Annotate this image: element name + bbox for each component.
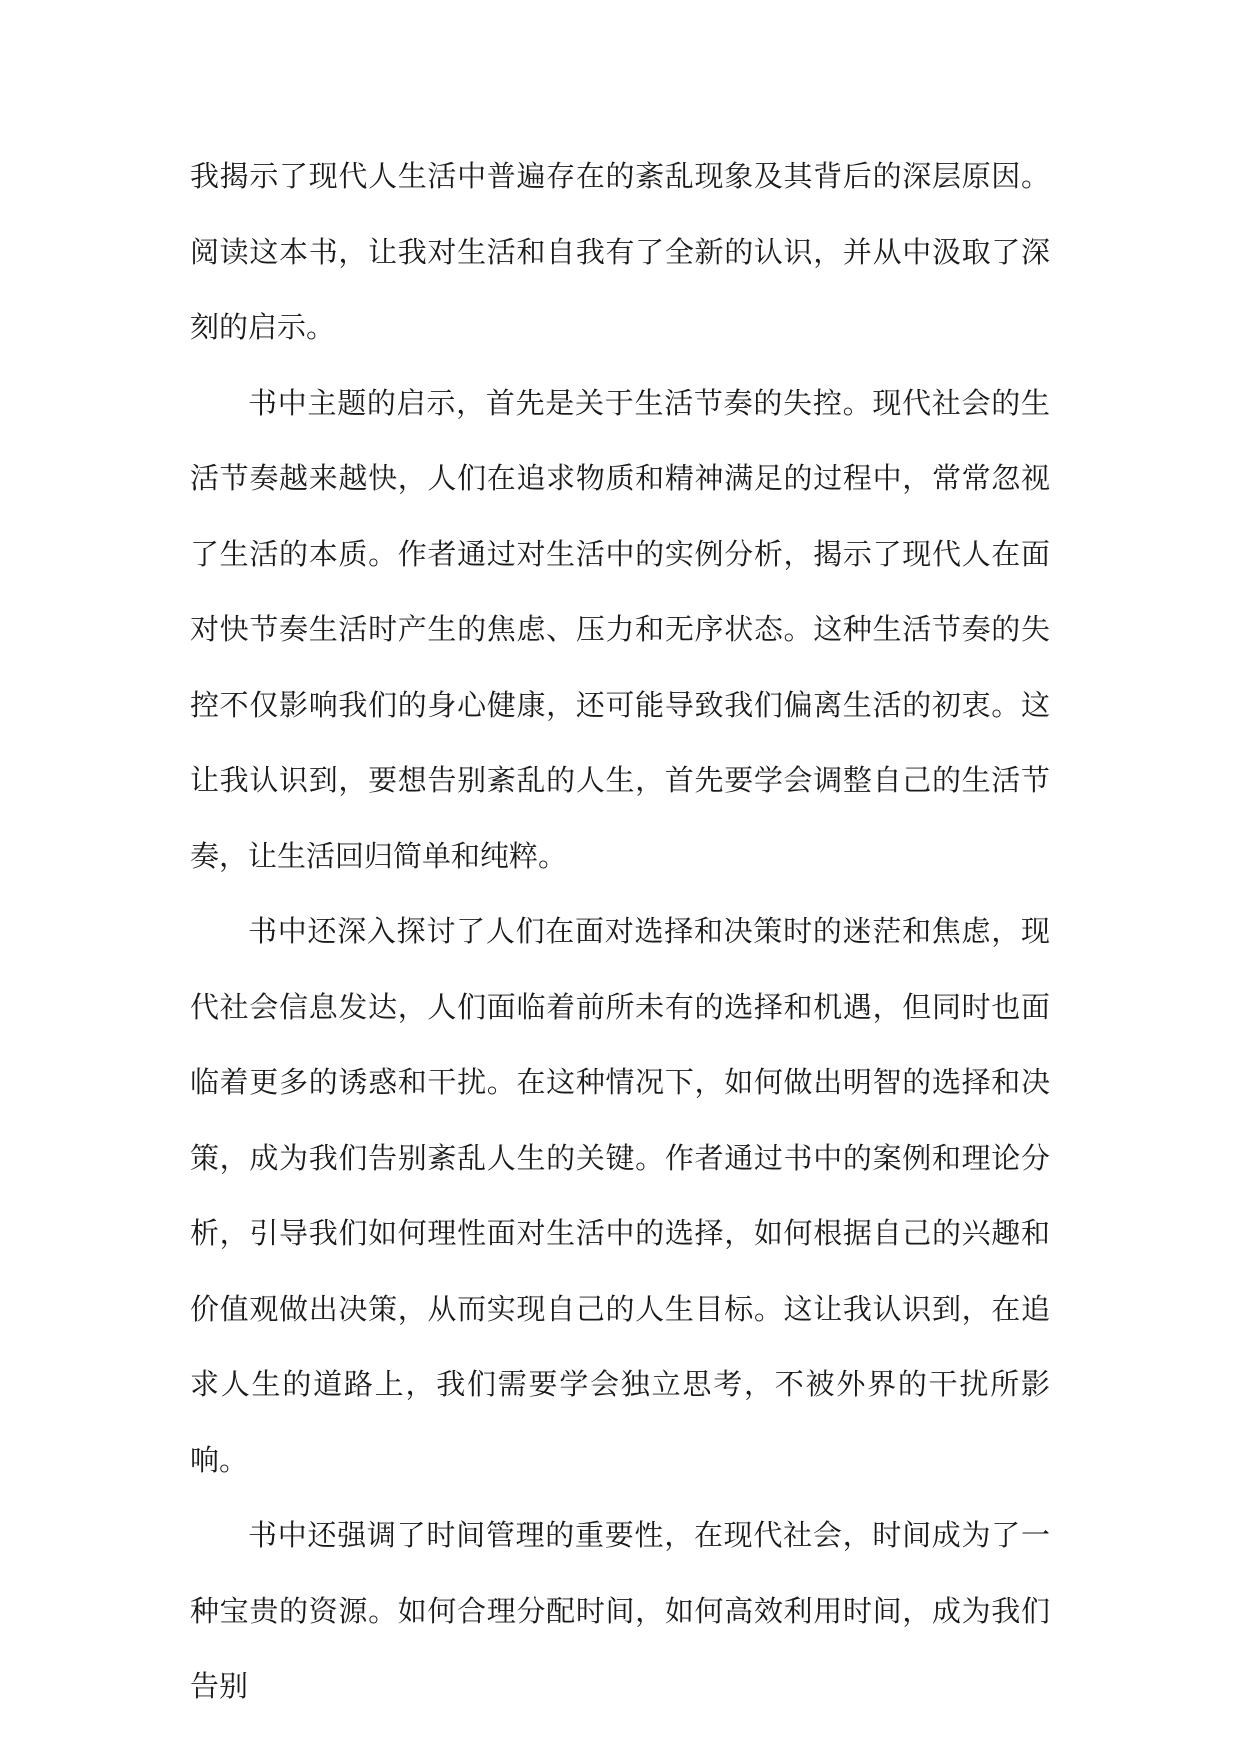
paragraph-3: 书中还深入探讨了人们在面对选择和决策时的迷茫和焦虑，现代社会信息发达，人们面临着前所未有的选择和机遇，但同时也面临着更多的诱惑和干扰。在这种情况下，如何做出明智的选择和决策，成为我们告别紊乱人生的关键。作者通过书中的案例和理论分析，引导我们如何理性面对生活中的选择，如何根据自己的兴趣和价值观做出决策，从而实现自己的人生目标。这让我认识到，在追求人生的道路上，我们需要学会独立思考，不被外界的干扰所影响。 [190,914,1050,1477]
paragraph-1: 我揭示了现代人生活中普遍存在的紊乱现象及其背后的深层原因。阅读这本书，让我对生活和自我有了全新的认识，并从中汲取了深刻的启示。 [190,159,1050,344]
paragraph-4: 书中还强调了时间管理的重要性，在现代社会，时间成为了一种宝贵的资源。如何合理分配时间，如何高效利用时间，成为我们告别 [190,1518,1050,1703]
document-body [190,139,1050,1725]
paragraph-2: 书中主题的启示，首先是关于生活节奏的失控。现代社会的生活节奏越来越快，人们在追求物质和精神满足的过程中，常常忽视了生活的本质。作者通过对生活中的实例分析，揭示了现代人在面对快节奏生活时产生的焦虑、压力和无序状态。这种生活节奏的失控不仅影响我们的身心健康，还可能导致我们偏离生活的初衷。这让我认识到，要想告别紊乱的人生，首先要学会调整自己的生活节奏，让生活回归简单和纯粹。 [190,385,1050,873]
